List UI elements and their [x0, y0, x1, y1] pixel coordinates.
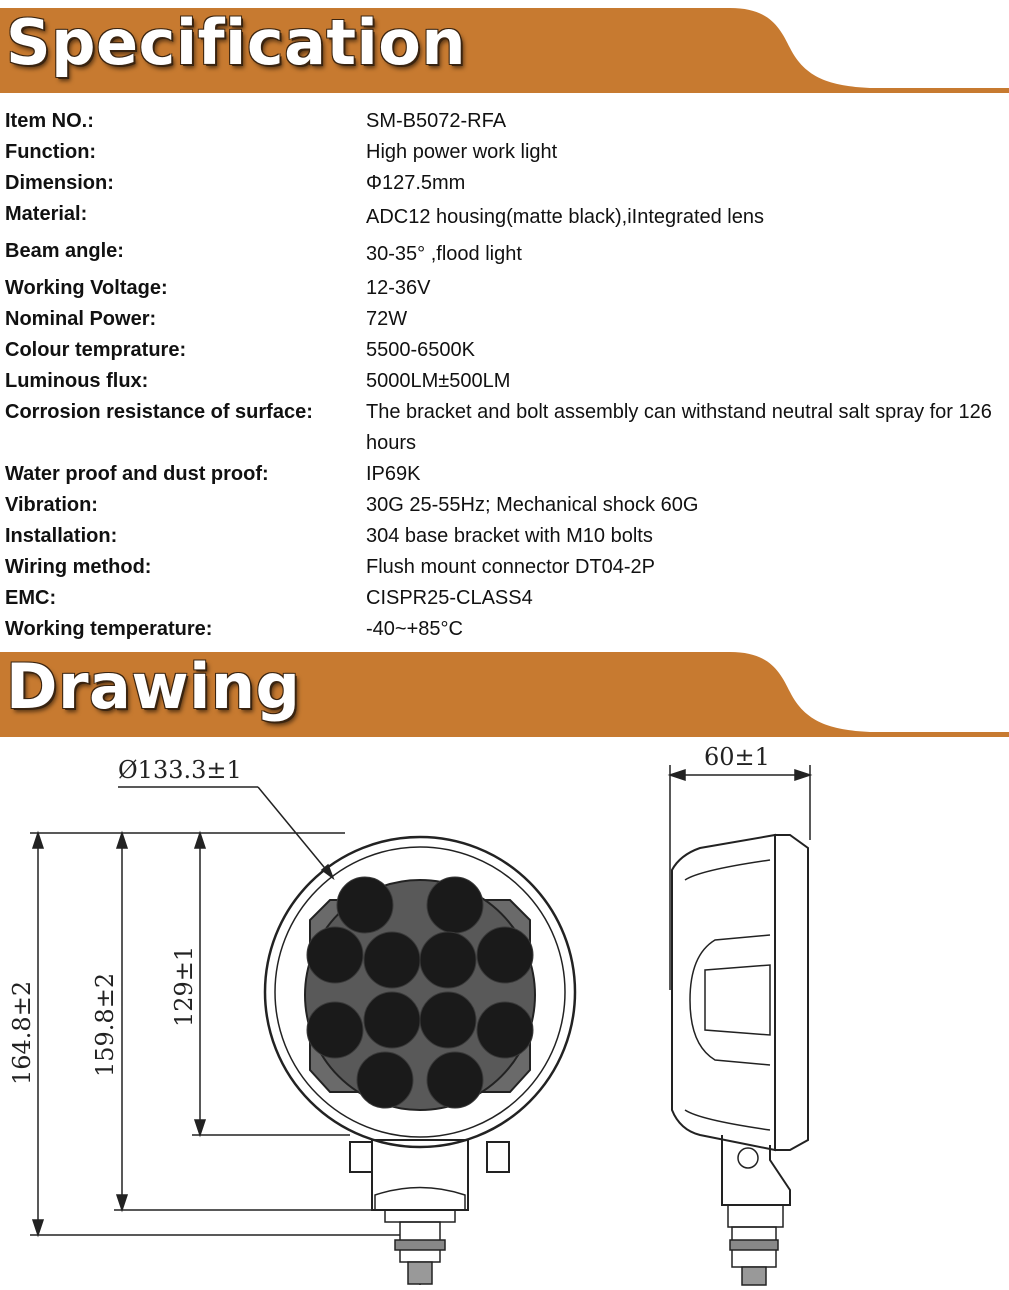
- spec-value: High power work light: [366, 141, 558, 163]
- spec-value: 72W: [366, 308, 408, 330]
- spec-value: CISPR25-CLASS4: [366, 587, 533, 609]
- side-view: [670, 743, 810, 1285]
- spec-value: 30G 25-55Hz; Mechanical shock 60G: [366, 494, 699, 516]
- height-total-label: 164.8±2: [8, 980, 36, 1085]
- spec-value: -40~+85°C: [366, 618, 463, 640]
- spec-value: SM-B5072-RFA: [366, 110, 507, 132]
- spec-value: 5000LM±500LM: [366, 370, 511, 392]
- spec-value: 304 base bracket with M10 bolts: [366, 525, 653, 547]
- spec-label: Colour temprature:: [5, 339, 187, 361]
- spec-label: Material:: [5, 203, 88, 225]
- spec-label: Working Voltage:: [5, 277, 168, 299]
- spec-value: ADC12 housing(matte black),iIntegrated lens: [366, 206, 764, 228]
- technical-drawing: [0, 740, 1009, 1286]
- spec-label: Function:: [5, 141, 97, 163]
- spec-value: 30-35° ,flood light: [366, 243, 522, 265]
- diameter-label: Ø133.3±1: [118, 756, 242, 784]
- spec-label: Corrosion resistance of surface:: [5, 401, 313, 423]
- depth-label: 60±1: [704, 743, 770, 771]
- spec-value: Flush mount connector DT04-2P: [366, 556, 656, 578]
- spec-label: Vibration:: [5, 494, 98, 516]
- height-lens-label: 129±1: [170, 945, 198, 1027]
- spec-label: EMC:: [5, 587, 57, 609]
- spec-label: Nominal Power:: [5, 308, 157, 330]
- spec-value: The bracket and bolt assembly can withstand neutral salt spray for 126 hours: [366, 401, 992, 454]
- drawing-canvas: [0, 740, 1009, 1286]
- spec-label: Water proof and dust proof:: [5, 463, 269, 485]
- spec-value: 5500-6500K: [366, 339, 475, 361]
- drawing-title: Drawing: [6, 650, 301, 723]
- spec-value: 12-36V: [366, 277, 431, 299]
- specification-banner: [0, 8, 1009, 96]
- spec-label: Beam angle:: [5, 240, 124, 262]
- spec-value: Φ127.5mm: [366, 172, 466, 194]
- front-view: [8, 756, 575, 1285]
- specification-title: Specification: [6, 6, 467, 79]
- height-body-label: 159.8±2: [91, 972, 119, 1077]
- spec-value: IP69K: [366, 463, 421, 485]
- spec-label: Working temperature:: [5, 618, 213, 640]
- spec-label: Item NO.:: [5, 110, 94, 132]
- spec-label: Wiring method:: [5, 556, 152, 578]
- spec-label: Installation:: [5, 525, 118, 547]
- spec-label: Luminous flux:: [5, 370, 149, 392]
- drawing-banner: [0, 652, 1009, 740]
- spec-label: Dimension:: [5, 172, 114, 194]
